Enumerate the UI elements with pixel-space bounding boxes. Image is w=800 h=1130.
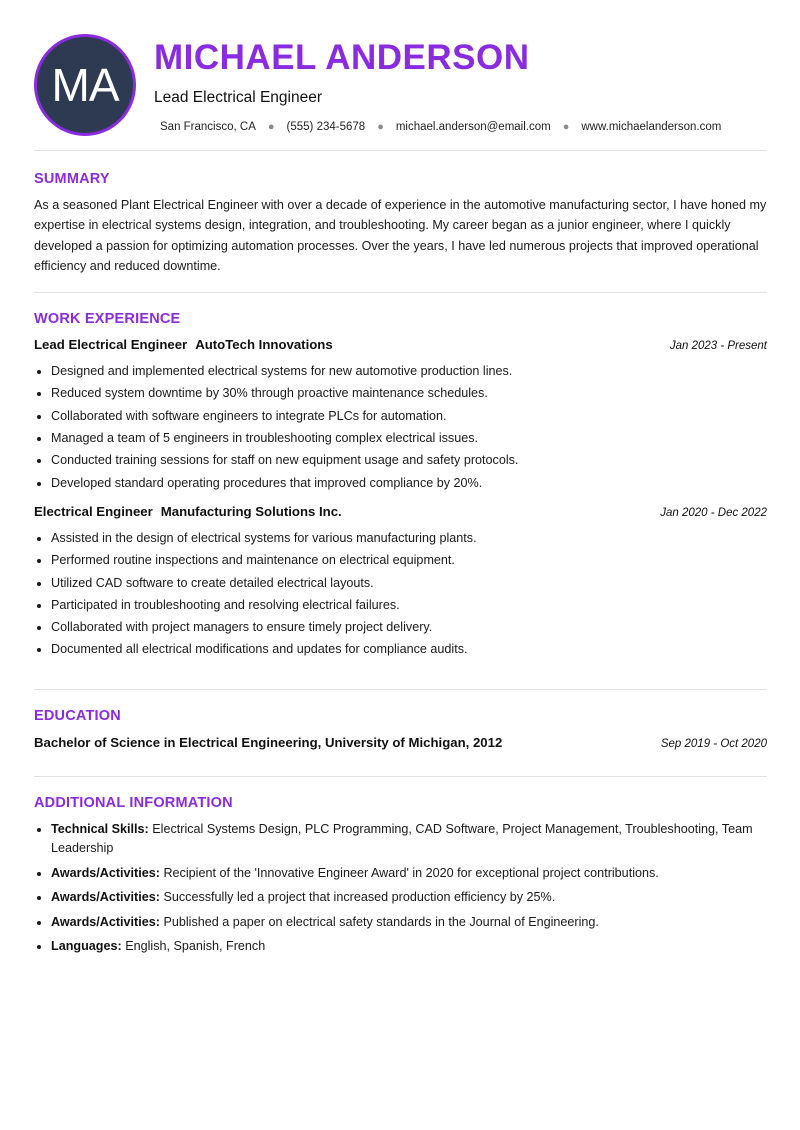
additional-info-text: Successfully led a project that increased production efficiency by 25%.	[163, 890, 556, 905]
resume-header	[34, 0, 767, 151]
job-bullets	[34, 527, 767, 661]
language-entry: French	[226, 939, 266, 954]
additional-info-section	[34, 777, 767, 957]
education-heading: EDUCATION	[34, 707, 121, 724]
language-entry: English,	[125, 939, 170, 954]
candidate-name: MICHAEL ANDERSON	[154, 38, 530, 77]
work-experience-section	[34, 293, 767, 690]
contact-separator-dot: ●	[562, 121, 570, 133]
job-entry	[34, 336, 767, 494]
job-bullet: • Managed a team of 5 engineers in troubleshooting complex electrical issues.	[51, 427, 767, 449]
additional-info-item	[51, 820, 767, 859]
contact-email[interactable]: michael.anderson@email.com	[395, 121, 551, 133]
summary-heading: SUMMARY	[34, 171, 110, 187]
job-bullet: • Performed routine inspections and maintenance on electrical equipment.	[51, 549, 767, 571]
additional-info-label: Technical Skills:	[51, 821, 149, 836]
job-bullet: • Developed standard operating procedures that improved compliance by 20%.	[51, 472, 767, 494]
contact-separator-dot: ●	[377, 121, 384, 133]
education-section	[34, 690, 767, 777]
job-bullet: • Collaborated with software engineers to integrate PLCs for automation.	[51, 405, 767, 427]
language-entry: Spanish,	[173, 939, 223, 954]
additional-info-label: Awards/Activities:	[51, 890, 160, 905]
job-dates: Jan 2023 - Present	[669, 340, 767, 353]
job-bullet: • Utilized CAD software to create detailed electrical layouts.	[51, 572, 767, 594]
job-role: Lead Electrical Engineer	[34, 337, 188, 353]
additional-info-label: Awards/Activities:	[51, 914, 160, 929]
job-bullet: • Reduced system downtime by 30% through proactive maintenance schedules.	[51, 382, 767, 404]
avatar	[34, 34, 136, 136]
contact-website[interactable]: www.michaelanderson.com	[581, 121, 722, 133]
job-entry	[34, 503, 767, 661]
additional-info-label: Awards/Activities:	[51, 865, 160, 880]
summary-section	[34, 151, 767, 293]
job-bullet: • Collaborated with project managers to ensure timely project delivery.	[51, 616, 767, 638]
job-role: Electrical Engineer	[34, 503, 153, 519]
job-dates: Jan 2020 - Dec 2022	[660, 506, 767, 519]
languages-item	[51, 937, 767, 957]
avatar-initials: MA	[51, 59, 119, 111]
additional-info-text: Electrical Systems Design, PLC Programming, CAD Software, Project Management, Troubleshooting, Team Leadership	[51, 821, 753, 856]
candidate-title: Lead Electrical Engineer	[154, 89, 323, 106]
contact-info	[160, 121, 721, 133]
languages-label: Languages:	[51, 939, 122, 954]
job-bullet: • Assisted in the design of electrical systems for various manufacturing plants.	[51, 527, 767, 549]
additional-info-item	[51, 913, 767, 933]
additional-info-item	[51, 888, 767, 908]
additional-info-item	[51, 864, 767, 884]
additional-info-text: Recipient of the 'Innovative Engineer Award' in 2020 for exceptional project contributions.	[163, 865, 659, 880]
education-dates: Sep 2019 - Oct 2020	[660, 737, 767, 750]
education-entry	[34, 735, 767, 750]
contact-location: San Francisco, CA	[160, 121, 256, 133]
job-company: Manufacturing Solutions Inc.	[160, 503, 342, 519]
contact-separator-dot: ●	[267, 121, 275, 133]
additional-info-heading: ADDITIONAL INFORMATION	[34, 794, 233, 811]
contact-phone[interactable]: (555) 234-5678	[286, 121, 366, 133]
job-company: AutoTech Innovations	[195, 337, 333, 353]
job-bullet: • Participated in troubleshooting and resolving electrical failures.	[51, 594, 767, 616]
additional-info-list	[34, 820, 767, 957]
job-bullet: • Documented all electrical modifications and updates for compliance audits.	[51, 638, 767, 660]
job-header	[34, 336, 767, 354]
summary-text: As a seasoned Plant Electrical Engineer with over a decade of experience in the automotive manufacturing sector, I have honed my expertise in electrical systems design, integration, and troubleshooting. My career began as a junior engineer, where I quickly developed a passion for optimizing automation processes. Over the years, I have led numerous projects that improved operational efficiency and reduced downtime.	[34, 198, 767, 273]
job-header	[34, 503, 767, 521]
work-experience-heading: WORK EXPERIENCE	[34, 311, 181, 328]
job-bullet: • Designed and implemented electrical systems for new automotive production lines.	[51, 360, 767, 382]
additional-info-text: Published a paper on electrical safety standards in the Journal of Engineering.	[163, 914, 599, 929]
job-bullet: • Conducted training sessions for staff on new equipment usage and safety protocols.	[51, 449, 767, 471]
education-degree: Bachelor of Science in Electrical Engineering, University of Michigan, 2012	[34, 734, 503, 750]
job-bullets	[34, 360, 767, 494]
